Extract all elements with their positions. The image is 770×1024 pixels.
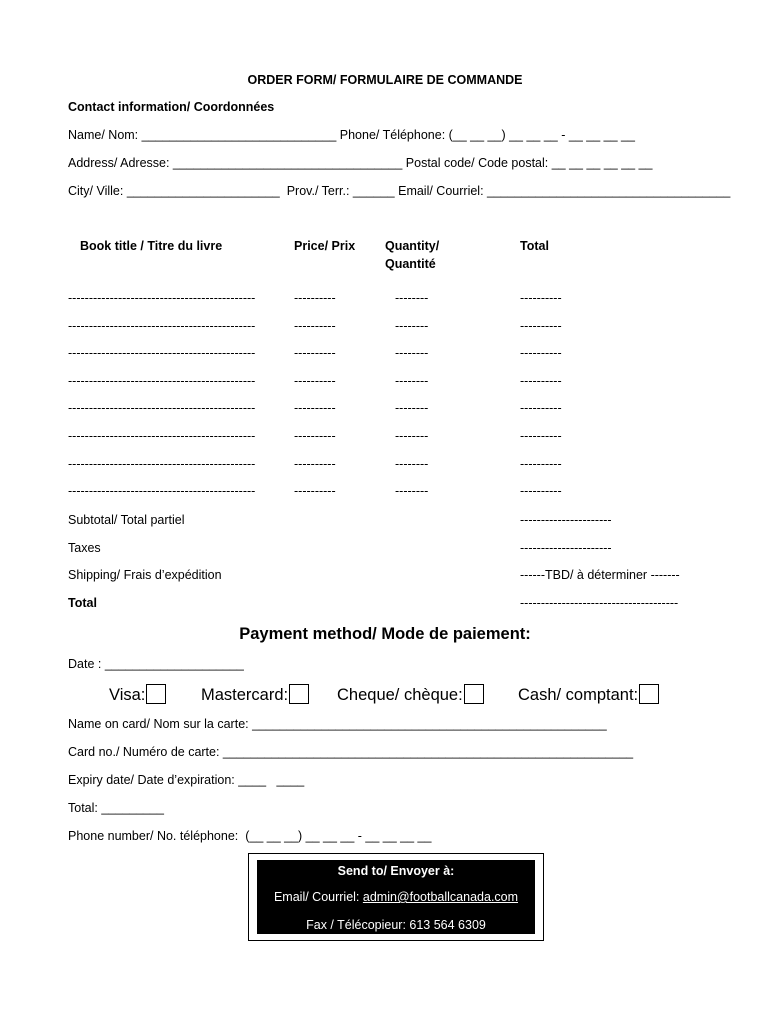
payment-option-cash[interactable] <box>518 684 659 706</box>
address-postal-line[interactable]: Address/ Adresse: _________________________________ Postal code/ Code postal: __ __ __ __ __ __ <box>68 156 653 170</box>
name-phone-line[interactable]: Name/ Nom: ____________________________ Phone/ Téléphone: (__ __ __) __ __ __ - __ __ __ __ <box>68 128 635 142</box>
col-header-quantity: Quantity/ <box>385 239 440 253</box>
send-to-heading: Send to/ Envoyer à: <box>337 864 455 878</box>
page-title: ORDER FORM/ FORMULAIRE DE COMMANDE <box>247 73 523 87</box>
col-header-quantity-fr: Quantité <box>385 257 436 271</box>
row-total-field[interactable]: ---------- <box>520 401 562 416</box>
row-price-field[interactable]: ---------- <box>294 346 336 361</box>
row-total-field[interactable]: ---------- <box>520 429 562 443</box>
row-total-field[interactable]: ---------- <box>520 456 562 471</box>
total-field[interactable]: Total: _________ <box>68 801 164 815</box>
payment-option-label: Mastercard: <box>201 686 289 704</box>
payment-option-mastercard[interactable] <box>201 684 309 706</box>
summary-value[interactable]: -------------------------------------- <box>520 596 679 611</box>
row-title-field[interactable]: --------------------------------------------- <box>68 484 256 499</box>
payment-option-visa[interactable] <box>109 684 166 706</box>
send-to-box <box>248 853 544 941</box>
row-price-field[interactable]: ---------- <box>294 318 336 333</box>
row-quantity-field[interactable]: -------- <box>395 484 429 499</box>
summary-label: Taxes <box>68 540 101 555</box>
email-link[interactable]: admin@footballcanada.com <box>362 890 519 904</box>
row-title-field[interactable]: --------------------------------------------- <box>68 291 256 305</box>
expiry-date-field[interactable]: Expiry date/ Date d’expiration: ____ ____ <box>68 773 305 787</box>
payment-option-label: Visa: <box>109 686 146 704</box>
summary-label: Total <box>68 596 97 611</box>
row-quantity-field[interactable]: -------- <box>395 401 429 416</box>
row-title-field[interactable]: --------------------------------------------- <box>68 318 256 333</box>
payment-heading: Payment method/ Mode de paiement: <box>239 625 531 643</box>
row-price-field[interactable]: ---------- <box>294 456 336 471</box>
name-on-card-field[interactable]: Name on card/ Nom sur la carte: ___________________________________________________ <box>68 717 607 731</box>
summary-value[interactable]: ------TBD/ à déterminer ------- <box>520 568 680 583</box>
row-price-field[interactable]: ---------- <box>294 291 336 305</box>
mastercard-checkbox[interactable] <box>289 684 309 704</box>
send-to-fax: Fax / Télécopieur: 613 564 6309 <box>306 918 486 932</box>
payment-option-label: Cheque/ chèque: <box>337 686 463 704</box>
row-quantity-field[interactable]: -------- <box>395 456 429 471</box>
row-total-field[interactable]: ---------- <box>520 484 562 499</box>
row-total-field[interactable]: ---------- <box>520 373 562 388</box>
row-price-field[interactable]: ---------- <box>294 401 336 416</box>
visa-checkbox[interactable] <box>146 684 166 704</box>
row-title-field[interactable]: --------------------------------------------- <box>68 456 256 471</box>
row-price-field[interactable]: ---------- <box>294 484 336 499</box>
date-field[interactable]: Date : ____________________ <box>68 657 244 671</box>
row-quantity-field[interactable]: -------- <box>395 291 429 305</box>
row-quantity-field[interactable]: -------- <box>395 429 429 443</box>
row-title-field[interactable]: --------------------------------------------- <box>68 373 256 388</box>
row-title-field[interactable]: --------------------------------------------- <box>68 429 256 443</box>
payment-option-cheque[interactable] <box>337 684 484 706</box>
col-header-total: Total <box>520 239 549 253</box>
summary-label: Subtotal/ Total partiel <box>68 513 185 527</box>
row-total-field[interactable]: ---------- <box>520 291 562 305</box>
summary-value[interactable]: ---------------------- <box>520 540 612 555</box>
city-prov-email-line[interactable]: City/ Ville: ______________________ Prov./ Terr.: ______ Email/ Courriel: ___________________________________ <box>68 184 731 198</box>
row-quantity-field[interactable]: -------- <box>395 346 429 361</box>
row-title-field[interactable]: --------------------------------------------- <box>68 401 256 416</box>
contact-heading: Contact information/ Coordonnées <box>68 100 275 114</box>
payment-option-label: Cash/ comptant: <box>518 686 639 704</box>
row-price-field[interactable]: ---------- <box>294 373 336 388</box>
row-quantity-field[interactable]: -------- <box>395 318 429 333</box>
email-label: Email/ Courriel: <box>273 890 363 904</box>
card-number-field[interactable]: Card no./ Numéro de carte: ___________________________________________________________ <box>68 745 634 759</box>
col-header-book-title: Book title / Titre du livre <box>80 239 223 253</box>
summary-label: Shipping/ Frais d’expédition <box>68 568 222 583</box>
send-to-email <box>257 890 535 904</box>
summary-value[interactable]: ---------------------- <box>520 513 612 527</box>
col-header-price: Price/ Prix <box>294 239 356 253</box>
row-quantity-field[interactable]: -------- <box>395 373 429 388</box>
row-total-field[interactable]: ---------- <box>520 318 562 333</box>
cheque-checkbox[interactable] <box>464 684 484 704</box>
phone-number-field[interactable]: Phone number/ No. téléphone: (__ __ __) __ __ __ - __ __ __ __ <box>68 829 432 843</box>
row-title-field[interactable]: --------------------------------------------- <box>68 346 256 361</box>
row-total-field[interactable]: ---------- <box>520 346 562 361</box>
row-price-field[interactable]: ---------- <box>294 429 336 443</box>
cash-checkbox[interactable] <box>639 684 659 704</box>
